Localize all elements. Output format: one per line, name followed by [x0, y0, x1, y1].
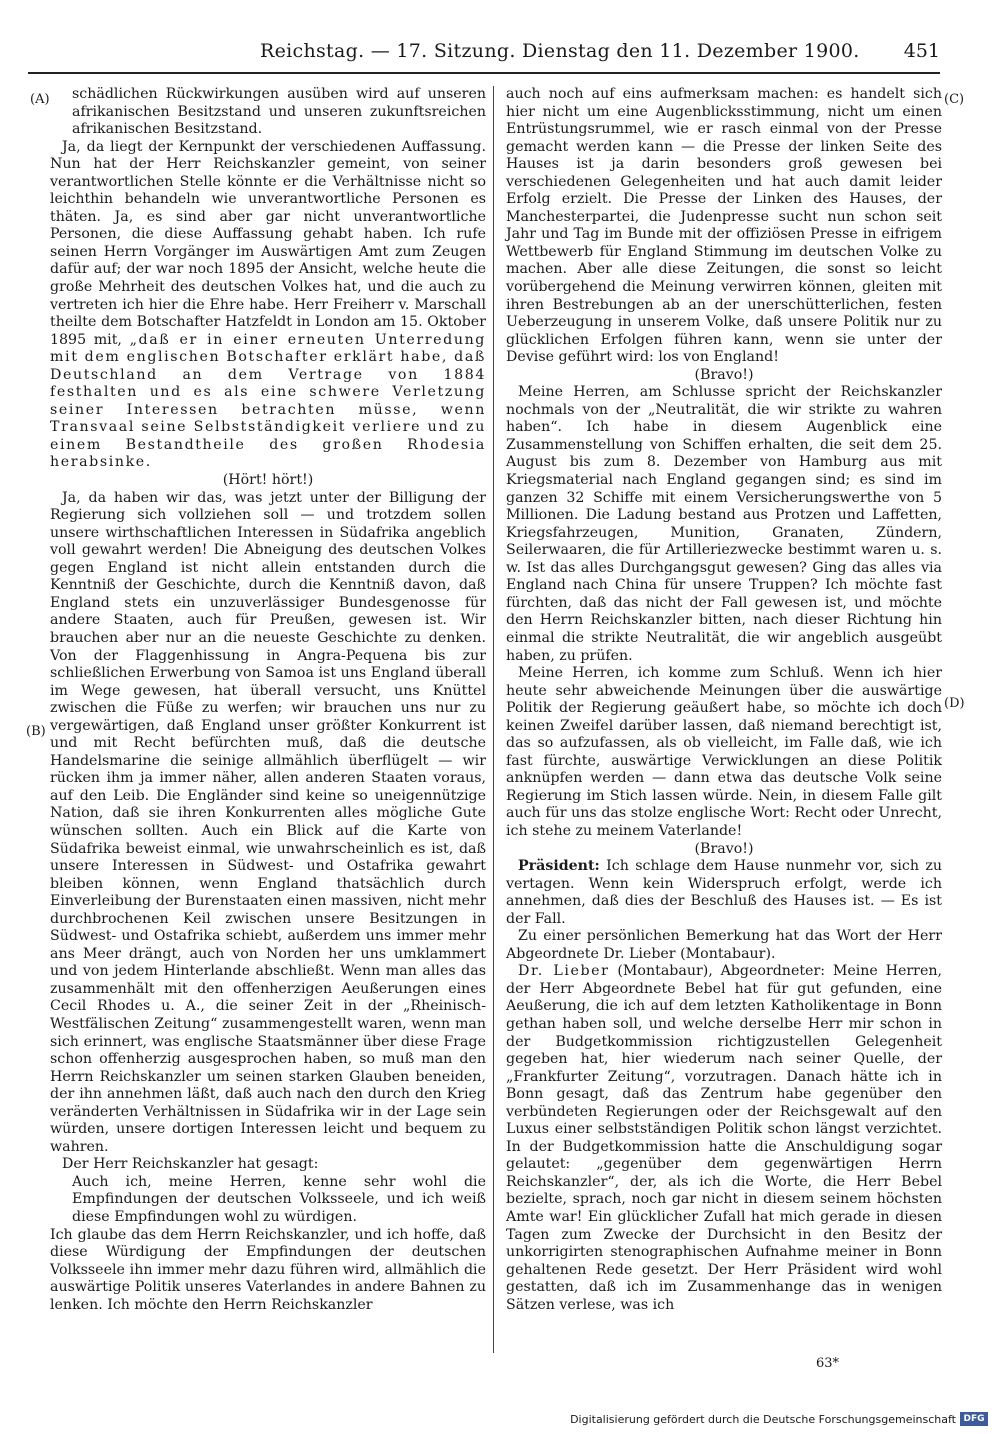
paragraph: Meine Herren, am Schlusse spricht der Reichskanzler nochmals von der „Neutralität, die wir strikte zu wahren haben“. Ich habe in diesem Augenblick eine Zusammenstellung von Schiffen erhalten, die seit dem 25. August bis zum 8. Dezember von Hamburg aus mit Kriegsmaterial nach England gegangen sind; es sind im ganzen 32 Schiffe mit einem Versicherungswerthe von 5 Millionen. Die Ladung bestand aus Protzen und Laffetten, Kriegsfahrzeugen, Munition, Granaten, Zündern, Seilerwaaren, die für Artilleriezwecke bestimmt waren u. s. w. Ist das alles Durchgangsgut gewesen? Ging das alles via England nach China für unsere Truppen? Ich möchte fast fürchten, daß das nicht der Fall gewesen ist, und möchte den Herrn Reichskanzler bitten, nach dieser Richtung hin einmal die strikte Neutralität, die wir angeblich ausgeübt haben, zu prüfen. — [506, 384, 942, 664]
paragraph-text: Ich schlage dem Hause nunmehr vor, sich zu vertagen. Wenn kein Widerspruch erfolgt, werde ich annehmen, daß dies der Beschluß des Hauses ist. — Es ist der Fall. — [506, 858, 943, 927]
margin-marker-b: (B) — [26, 724, 46, 739]
interjection: (Bravo!) — [694, 366, 754, 383]
paragraph-text: (Montabaur), Abgeordneter: Meine Herren, der Herr Abgeordnete Bebel hat für gut gefunden, eine Aeußerung, die ich auf dem letzten Katholikentage in Bonn gethan haben soll, und welche derselbe Herr mir schon in der Budgetkommission richtigzustellen Gelegenheit gegeben hat, hier wiederum nach seiner Quelle, der „Frankfurter Zeitung“, vorzutragen. Danach hätte ich in Bonn gesagt, daß das Zentrum habe gegenüber den verbündeten Regierungen oder der Reichsgewalt auf den Luxus einer selbstständigen Politik schon längst verzichtet. In der Budgetkommission hatte die Anschuldigung sogar gelautet: „gegenüber dem gegenwärtigen Herrn Reichskanzler“, der, als ich die Worte, die Herr Bebel bezielte, sprach, noch gar nicht in diesem seinem höchsten Amte war! Ein glücklicher Zufall hat mich gerade in diesen Tagen zum Zwecke der Durchsicht in den Besitz der unkorrigirten stenographischen Aufnahme meiner in Bonn gehaltenen Rede gesetzt. Der Herr Präsident wird wohl gestatten, daß ich im Zusammenhange das in wenigen Sätzen verlese, was ich — [506, 963, 943, 1313]
paragraph — [50, 139, 486, 472]
margin-marker-c: (C) — [944, 92, 965, 107]
digitization-credit — [570, 1412, 988, 1426]
left-column — [50, 86, 486, 1314]
margin-marker-d: (D) — [944, 696, 965, 711]
interjection: (Hört! hört!) — [222, 472, 314, 489]
paragraph: Zu einer persönlichen Bemerkung hat das Wort der Herr Abgeordnete Dr. Lieber (Montabaur). — [506, 928, 942, 962]
paragraph: Ich glaube das dem Herrn Reichskanzler, und ich hoffe, daß diese Würdigung der Empfindungen der deutschen Volksseele ihn immer mehr dazu führen wird, allmählich die auswärtige Politik unseres Vaterlandes in andere Bahnen zu lenken. Ich möchte den Herrn Reichskanzler — [50, 1226, 486, 1313]
paragraph — [506, 963, 942, 1314]
paragraph — [506, 858, 942, 928]
header-rule — [28, 72, 940, 74]
right-column — [506, 86, 942, 1314]
page-header — [28, 36, 940, 74]
speaker-label: Dr. Lieber — [518, 963, 610, 980]
credit-text: Digitalisierung gefördert durch die Deutsche Forschungsgemeinschaft — [570, 1412, 956, 1426]
signature-mark: 63* — [816, 1356, 840, 1371]
paragraph-text: Ja, da liegt der Kernpunkt der verschiedenen Auffassung. Nun hat der Herr Reichskanzler gemeint, von seiner verantwortlichen Stelle könnte er die Verhältnisse nicht so leichthin behandeln wie unverantwortliche Personen es thäten. Ja, es sind aber gar nicht unverantwortliche Personen, die diese Auffassung gehabt haben. Ich rufe seinen Herrn Vorgänger im Auswärtigen Amt zum Zeugen dafür auf; der war noch 1895 der Ansicht, welche heute die große Mehrheit des deutschen Volkes hat, und die auch zu vertreten ich hier die Ehre habe. Herr Freiherr v. Marschall theilte dem Botschafter Hatzfeldt in London am 15. Oktober 1895 mit, — [50, 138, 486, 348]
page-number: 451 — [903, 40, 940, 62]
paragraph: Meine Herren, ich komme zum Schluß. Wenn ich hier heute sehr abweichende Meinungen über die auswärtige Politik der Regierung geäußert habe, so möchte ich doch keinen Zweifel darüber lassen, daß niemand berechtigt ist, das so aufzufassen, als ob vielleicht, im Falle daß, wie ich fast fürchte, auswärtige Verwicklungen an diese Politik anknüpfen werden — dann etwa das deutsche Volk seine Regierung im Stich lassen würde. Nein, in diesem Falle gilt auch für uns das stolze englische Wort: Recht oder Unrecht, ich stehe zu meinem Vaterlande! — [506, 665, 942, 839]
interjection: (Bravo!) — [694, 840, 754, 857]
column-divider — [493, 86, 494, 1353]
paragraph: schädlichen Rückwirkungen ausüben wird auf unseren afrikanischen Besitzstand und unseren zukunftsreichen afrikanischen Besitzstand. — [72, 86, 486, 138]
page-title: Reichstag. — 17. Sitzung. Dienstag den 11. Dezember 1900. — [260, 40, 860, 62]
paragraph: auch noch auf eins aufmerksam machen: es handelt sich hier nicht um eine Augenblicksstimmung, nicht um einen Entrüstungsrummel, wie er rasch einmal von der Presse gemacht werden kann — die Presse der linken Seite des Hauses ist ja darin besonders groß gewesen bei verschiedenen Gelegenheiten und hat auch damit leider Erfolg erzielt. Die Presse der Linken des Hauses, der Manchesterpartei, die Judenpresse sucht nun schon seit Jahr und Tag im Bunde mit der offiziösen Presse in eifrigem Wettbewerb für England Stimmung im deutschen Volke zu machen. Aber alle diese Zeitungen, die sonst so leicht vorübergehend die Meinung verwirren können, gleiten mit ihren Bestrebungen ab an der unerschütterlichen, festen Ueberzeugung in unserem Volke, daß unsere Politik nur zu glücklichen Erfolgen führen kann, wenn sie unter der Devise geführt wird: los von England! — [506, 86, 942, 366]
quoted-text: „daß er in einer erneuten Unterredung mit dem englischen Botschafter erklärt habe, daß Deutschland an dem Vertrage von 1884 festhalten und es als eine schwere Verletzung seiner Interessen betrachten müsse, wenn Transvaal seine Selbstständigkeit verliere und zu einem Bestandtheile des großen Rhodesia herabsinke. — [50, 331, 486, 471]
margin-marker-a: (A) — [30, 92, 50, 107]
dfg-logo-icon: DFG — [960, 1412, 988, 1426]
paragraph: Ja, da haben wir das, was jetzt unter der Billigung der Regierung sich vollziehen soll — und trotzdem sollen unsere wirthschaftlichen Interessen in Südafrika angeblich voll gewahrt werden! Die Abneigung des deutschen Volkes gegen England ist nicht allein entstanden durch die Kenntniß der Geschichte, durch die Kenntniß davon, daß England stets ein unzuverlässiger Bundesgenosse für andere Staaten, auch für Preußen, gewesen ist. Wir brauchen aber nur an die neueste Geschichte zu denken. Von der Flaggenhissung in Angra-Pequena bis zur schließlichen Erwerbung von Samoa ist uns England überall im Wege gewesen, hat überall versucht, uns Knüttel zwischen die Füße zu werfen; wir brauchen uns nur zu vergewärtigen, daß England unser größter Konkurrent ist und mit Recht befürchten muß, daß die deutsche Handelsmarine die seinige allmählich überflügelt — wir rücken ihm ja immer näher, allen anderen Staaten voraus, auf den Leib. Die Engländer sind keine so uneigennützige Nation, daß sie ihren Konkurrenten alles mögliche Gute wünschen sollten. Auch ein Blick auf die Karte von Südafrika beweist einmal, wie unwahrscheinlich es ist, daß unsere Interessen in Südwest- und Ostafrika gewahrt bleiben können, wenn England thatsächlich durch Einverleibung der Burenstaaten einen massiven, nicht mehr durchbrochenen Keil zwischen unsere Besitzungen in Südwest- und Ostafrika schiebt, außerdem uns immer mehr ans Meer drängt, auch von Norden her uns umklammert und von jedem Hinterlande abschließt. Wenn man alles das zusammenhält mit den offenherzigen Aeußerungen eines Cecil Rhodes u. A., die seiner Zeit in der „Rheinisch-Westfälischen Zeitung“ zusammengestellt waren, wenn man sich erinnert, was englische Staatsmänner über diese Frage schon offenherzig ausgesprochen haben, so muß man den Herrn Reichskanzler um seinen starken Glauben beneiden, der ihn annehmen läßt, daß auch nach den durch den Krieg veränderten Verhältnissen in Südafrika wir in der Lage sein würden, unsere dortigen Interessen leicht und bequem zu wahren. — [50, 489, 486, 1155]
speaker-label: Präsident: — [518, 858, 600, 875]
paragraph: Der Herr Reichskanzler hat gesagt: — [62, 1156, 319, 1173]
block-quote: Auch ich, meine Herren, kenne sehr wohl die Empfindungen der deutschen Volksseele, und ich weiß diese Empfindungen wohl zu würdigen. — [72, 1173, 486, 1225]
